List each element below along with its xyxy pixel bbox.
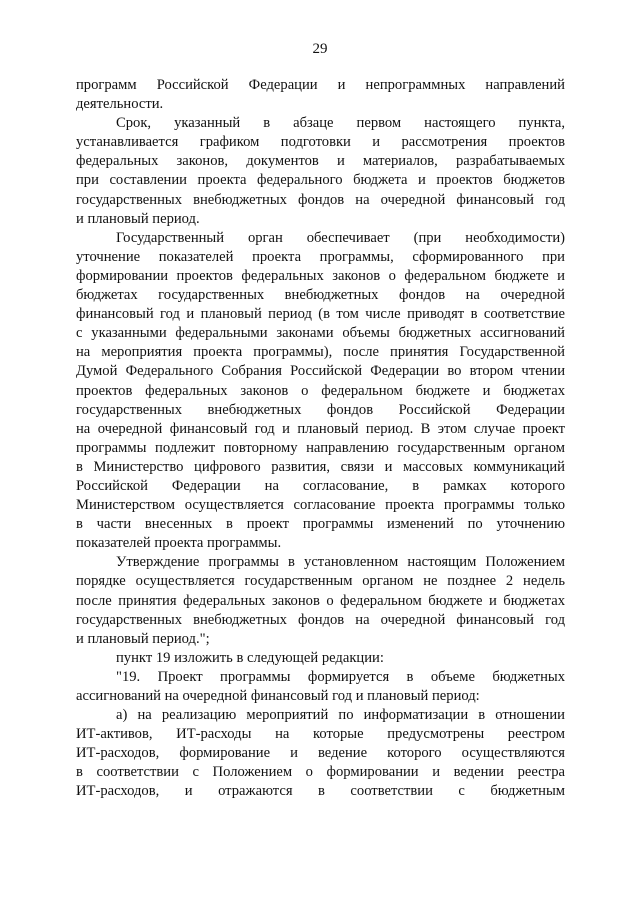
text-line: Министерством осуществляется согласование проекта программы только (76, 497, 565, 514)
text-line: финансовый год и плановый период (в том числе приводят в соответствие (76, 306, 565, 323)
text-line: Российской Федерации на согласование, в рамках которого (76, 477, 565, 494)
text-line: устанавливается графиком подготовки и рассмотрения проектов (76, 134, 565, 151)
text-line: Государственный орган обеспечивает (при необходимости) (116, 229, 565, 246)
text-line: "19. Проект программы формируется в объеме бюджетных (116, 668, 565, 685)
document-body (76, 76, 565, 802)
text-line: деятельности. (76, 96, 164, 113)
text-line: показателей проекта программы. (76, 535, 282, 552)
text-line: Думой Федерального Собрания Российской Федерации во втором чтении (76, 363, 565, 380)
text-line: Срок, указанный в абзаце первом настоящего пункта, (116, 115, 565, 132)
text-line: ИТ-расходов, и отражаются в соответствии с бюджетным (76, 783, 565, 800)
text-line: и плановый период. (76, 210, 200, 227)
text-line: после принятия федеральных законов о федеральном бюджете и бюджетах (76, 592, 565, 609)
text-line: пункт 19 изложить в следующей редакции: (116, 649, 384, 666)
text-line: на мероприятия проекта программы), после принятия Государственной (76, 344, 565, 361)
text-line: бюджетах государственных внебюджетных фондов на очередной (76, 287, 565, 304)
text-line: проектов федеральных законов о федеральном бюджете и бюджетах (76, 382, 565, 399)
text-line: формировании проектов федеральных законов о федеральном бюджете и (76, 267, 565, 284)
text-line: программы подлежит повторному направлению государственным органом (76, 439, 565, 456)
text-line: государственных внебюджетных фондов на очередной финансовый год (76, 611, 565, 628)
text-line: ИТ-расходов, формирование и ведение которого осуществляются (76, 745, 565, 762)
text-line: с указанными федеральными законами объемы бюджетных ассигнований (76, 325, 565, 342)
text-line: а) на реализацию мероприятий по информатизации в отношении (116, 707, 565, 724)
text-line: федеральных законов, документов и материалов, разрабатываемых (76, 153, 565, 170)
text-line: на очередной финансовый год и плановый период. В этом случае проект (76, 420, 565, 437)
text-line: программ Российской Федерации и непрограммных направлений (76, 77, 565, 93)
text-line: уточнение показателей проекта программы, сформированного при (76, 248, 565, 265)
text-line: в части внесенных в проект программы изменений по уточнению (76, 516, 565, 533)
text-line: порядке осуществляется государственным органом не позднее 2 недель (76, 573, 565, 590)
text-line: государственных внебюджетных фондов на очередной финансовый год (76, 191, 565, 208)
text-line: в соответствии с Положением о формировании и ведении реестра (76, 764, 565, 781)
page-number: 29 (312, 41, 328, 57)
text-line: государственных внебюджетных фондов Российской Федерации (76, 401, 565, 418)
text-line: при составлении проекта федерального бюджета и проектов бюджетов (76, 172, 565, 189)
text-line: в Министерство цифрового развития, связи и массовых коммуникаций (76, 458, 565, 475)
text-line: ассигнований на очередной финансовый год и плановый период: (76, 688, 480, 704)
text-line: и плановый период."; (76, 630, 210, 647)
text-line: ИТ-активов, ИТ-расходы на которые предусмотрены реестром (76, 726, 565, 743)
text-line: Утверждение программы в установленном настоящим Положением (116, 554, 565, 571)
